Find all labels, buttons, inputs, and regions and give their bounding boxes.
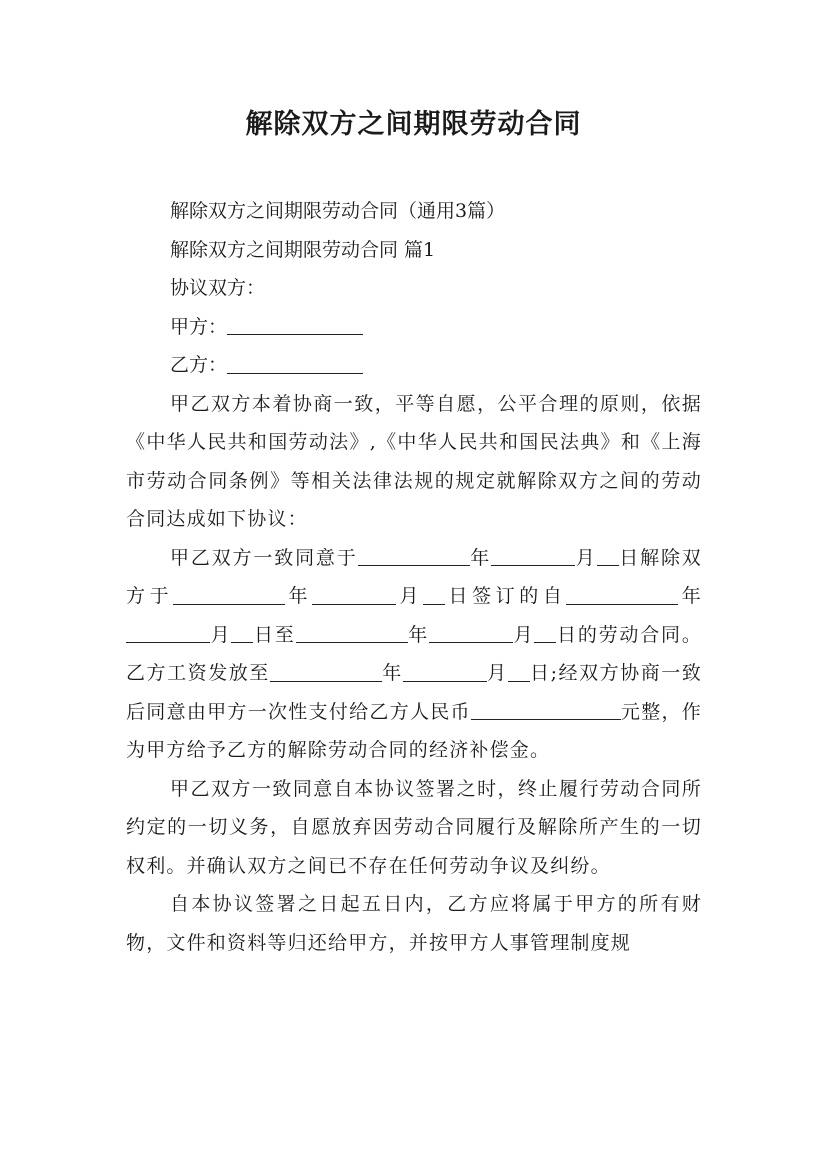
paragraph-1: 甲乙双方本着协商一致，平等自愿，公平合理的原则，依据《中华人民共和国劳动法》,《中华人民共和国民法典》和《上海市劳动合同条例》等相关法律法规的规定就解除双方之间的劳动合同达成如下协议： xyxy=(126,392,702,530)
p2-text-8: 年 xyxy=(678,585,702,607)
section-heading: 解除双方之间期限劳动合同 篇1 xyxy=(170,238,436,261)
paragraph-4: 自本协议签署之日起五日内，乙方应将属于甲方的所有财物，文件和资料等归还给甲方，并按甲方人事管理制度规 xyxy=(126,893,702,954)
p2-text-11: 年 xyxy=(407,623,430,646)
p2-text-10: 日至 xyxy=(253,623,296,646)
document-body xyxy=(126,192,702,962)
end-day-blank xyxy=(534,622,556,643)
signed-day-blank xyxy=(423,584,445,605)
salary-day-blank xyxy=(508,661,530,682)
compensation-amount-blank xyxy=(471,699,621,720)
start-day-blank xyxy=(231,622,253,643)
p2-text-1: 甲乙双方一致同意于 xyxy=(170,546,358,569)
end-month-blank xyxy=(429,622,513,643)
subtitle-line: 解除双方之间期限劳动合同（通用3篇） xyxy=(170,200,506,222)
termination-day-blank xyxy=(597,545,619,566)
start-month-blank xyxy=(126,622,210,643)
termination-month-blank xyxy=(491,545,575,566)
signed-year-blank xyxy=(173,584,285,605)
paragraph-3: 甲乙双方一致同意自本协议签署之时，终止履行劳动合同所约定的一切义务，自愿放弃因劳动合同履行及解除所产生的一切权利。并确认双方之间已不存在任何劳动争议及纠纷。 xyxy=(126,777,702,877)
p2-text-6: 月 xyxy=(396,585,424,607)
p2-text-9: 月 xyxy=(210,623,232,646)
signed-month-blank xyxy=(312,584,396,605)
party-a-line xyxy=(126,308,702,347)
start-year-blank xyxy=(566,584,678,605)
paragraph-2 xyxy=(126,539,702,770)
p2-text-16: 日;经双方协商一致后同意由甲方一次性支付给乙方人民币 xyxy=(126,662,703,723)
end-year-blank xyxy=(296,622,408,643)
p2-text-12: 月 xyxy=(513,623,535,646)
p2-text-15: 月 xyxy=(486,662,508,684)
party-b-label: 乙方： xyxy=(170,354,228,376)
party-b-blank xyxy=(227,353,363,374)
party-b-line xyxy=(126,346,702,385)
p2-text-17: 元整，作为甲方给予乙方的解除劳动合同的经济补偿金。 xyxy=(126,700,702,761)
salary-year-blank xyxy=(270,661,382,682)
p2-text-4: 日解除双方于 xyxy=(126,546,702,607)
p2-text-2: 年 xyxy=(469,546,492,569)
p2-text-5: 年 xyxy=(285,585,313,607)
p2-text-13: 日的劳动合同。乙方工资发放至 xyxy=(126,623,703,684)
party-a-label: 甲方： xyxy=(170,315,228,338)
salary-month-blank xyxy=(403,661,487,682)
p2-text-14: 年 xyxy=(381,662,403,684)
termination-year-blank xyxy=(358,545,470,566)
p2-text-7: 日签订的自 xyxy=(445,585,567,607)
party-a-blank xyxy=(227,314,363,335)
document-title: 解除双方之间期限劳动合同 xyxy=(245,109,582,140)
parties-label: 协议双方： xyxy=(170,277,266,299)
p2-text-3: 月 xyxy=(575,546,597,569)
